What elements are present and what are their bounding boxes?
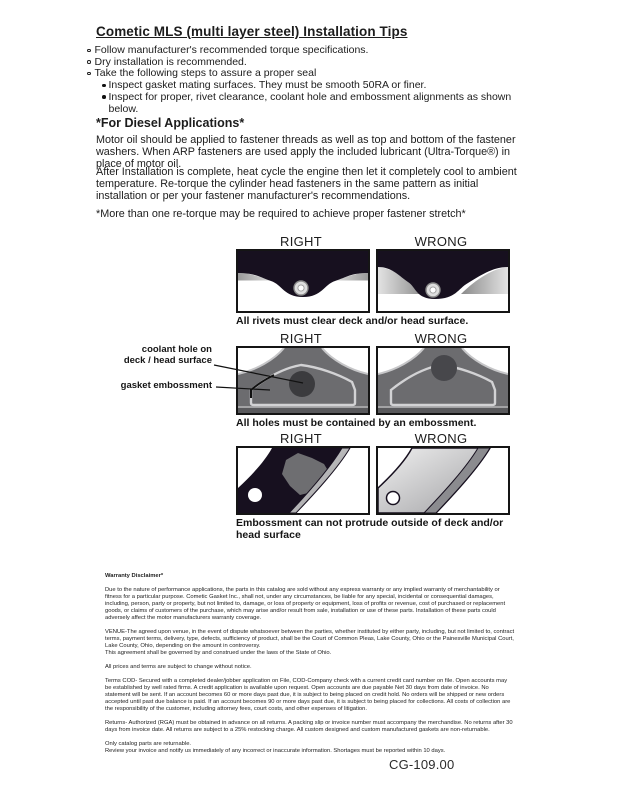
protrusion-wrong-illustration bbox=[376, 446, 510, 515]
diagram2-wrong-label: WRONG bbox=[414, 331, 468, 346]
retorque-note: *More than one re-torque may be required to achieve proper fastener stretch* bbox=[96, 208, 466, 220]
disclaimer-paragraph: VENUE-The agreed upon venue, in the event of dispute whatsoever between the parties, whether instituted by either party, including, but not limited to, contract terms, payment terms, delivery, type, defects, sufficiency of product, shall be the Court of Common Pleas, Lake County, Ohio or the Painesville Municipal Court, Lake County, Ohio, depending on the amount in controversy. bbox=[105, 629, 515, 649]
diagram1-wrong-label: WRONG bbox=[414, 234, 468, 249]
disclaimer-paragraph: Due to the nature of performance applications, the parts in this catalog are sold without any express warranty or any implied warranty of merchantability or fitness for a particular purpose. Cometic Gasket Inc., shall not, under any circumstances, be liable for any special, incidental or consequential damages, including, person, party or property, but not limited to, damage, or loss of property or equipment, loss of profits or revenue, cost of purchased or replacement goods, or claims of customers of the purchase, which may arise and/or result from sale, installation or use of these parts. Installation of these parts could adversely affect the motor manufacturers warranty coverage. bbox=[105, 587, 506, 621]
embossment-right-illustration bbox=[236, 346, 370, 415]
diagram2-right-label: RIGHT bbox=[280, 331, 322, 346]
open-bullet-icon bbox=[87, 60, 91, 64]
open-bullet-icon bbox=[87, 72, 91, 76]
diesel-section-heading: *For Diesel Applications* bbox=[96, 116, 245, 130]
tip-text: Dry installation is recommended. bbox=[94, 55, 247, 68]
rivet-wrong-illustration bbox=[376, 249, 510, 313]
disclaimer-paragraph: Review your invoice and notify us immediately of any incorrect or inaccurate information. Shortages must be reported within 10 days. bbox=[105, 748, 446, 754]
diesel-paragraph-1: Motor oil should be applied to fastener threads as well as top and bottom of the fastener washers. When ARP fasteners are used apply the included lubricant (Ultra-Torque®) in place of motor oil. bbox=[96, 134, 516, 170]
list-item bbox=[87, 45, 527, 57]
installation-tips-list bbox=[87, 45, 527, 115]
embossment-wrong-illustration bbox=[376, 346, 510, 415]
list-item bbox=[87, 92, 527, 115]
diagram2-caption: All holes must be contained by an embossment. bbox=[236, 417, 477, 429]
diagram3-right-label: RIGHT bbox=[280, 431, 322, 446]
disclaimer-paragraph: All prices and terms are subject to change without notice. bbox=[105, 664, 252, 670]
solid-bullet-icon bbox=[102, 95, 106, 99]
diesel-paragraph-2: After Installation is complete, heat cycle the engine then let it completely cool to ambient temperature. Re-torque the cylinder head fasteners in the same pattern as initial installation or per your fastener manufacturer's recommendations. bbox=[96, 166, 517, 202]
disclaimer-paragraph: Terms COD- Secured with a completed dealer/jobber application on File, COD-Company check with a current credit card number on file. Open accounts may be established by well rated firms. A credit application is available upon request. Open accounts are due payable Net 30 days from date of invoice. No statement will be sent. If an account becomes 60 or more days past due, it is subject to being placed on credit hold. No orders will be shipped or new orders accepted until past due balance is paid. If an account becomes 90 or more days past due, it is subject to being placed for collections. All costs of collection are the responsibility of the customer, including attorney fees, court costs, and other expenses of litigation. bbox=[105, 678, 511, 712]
page-title: Cometic MLS (multi layer steel) Installation Tips bbox=[96, 24, 408, 39]
embossment-wrong-drawing bbox=[378, 348, 508, 413]
rivet-right-illustration bbox=[236, 249, 370, 313]
diagram1-right-label: RIGHT bbox=[280, 234, 322, 249]
diagram3-caption: Embossment can not protrude outside of deck and/or head surface bbox=[236, 517, 504, 541]
page-code: CG-109.00 bbox=[389, 757, 455, 772]
rivet-wrong-drawing bbox=[378, 251, 508, 311]
protrusion-right-drawing bbox=[238, 448, 368, 513]
tip-text: Inspect gasket mating surfaces. They must be smooth 50RA or finer. bbox=[108, 79, 427, 92]
diagram3-wrong-label: WRONG bbox=[414, 431, 468, 446]
disclaimer-paragraph: Only catalog parts are returnable. bbox=[105, 741, 192, 747]
tip-text: Take the following steps to assure a proper seal bbox=[94, 67, 317, 80]
protrusion-right-illustration bbox=[236, 446, 370, 515]
rivet-right-drawing bbox=[238, 251, 368, 311]
callout-line: coolant hole on bbox=[141, 344, 212, 355]
coolant-hole-callout bbox=[98, 344, 212, 366]
disclaimer-paragraph: Returns- Authorized (RGA) must be obtained in advance on all returns. A packing slip or invoice number must accompany the merchandise. No returns after 30 days from invoice date. All returns are subject to a 25% restocking charge. All custom designed and custom manufactured gaskets are non-returnable. bbox=[105, 720, 513, 733]
protrusion-wrong-drawing bbox=[378, 448, 508, 513]
solid-bullet-icon bbox=[102, 84, 106, 88]
callout-line: deck / head surface bbox=[123, 355, 212, 366]
warranty-disclaimer bbox=[105, 573, 515, 762]
disclaimer-heading: Warranty Disclaimer* bbox=[105, 573, 164, 579]
embossment-right-drawing bbox=[238, 348, 368, 413]
gasket-embossment-callout: gasket embossment bbox=[120, 380, 212, 391]
open-bullet-icon bbox=[87, 49, 91, 53]
tip-text: Follow manufacturer's recommended torque specifications. bbox=[94, 44, 369, 56]
tip-text: Inspect for proper, rivet clearance, coolant hole and embossment alignments as shown below. bbox=[108, 90, 512, 115]
disclaimer-paragraph: This agreement shall be governed by and construed under the laws of the State of Ohio. bbox=[105, 650, 332, 656]
diagram1-caption: All rivets must clear deck and/or head surface. bbox=[236, 315, 469, 327]
